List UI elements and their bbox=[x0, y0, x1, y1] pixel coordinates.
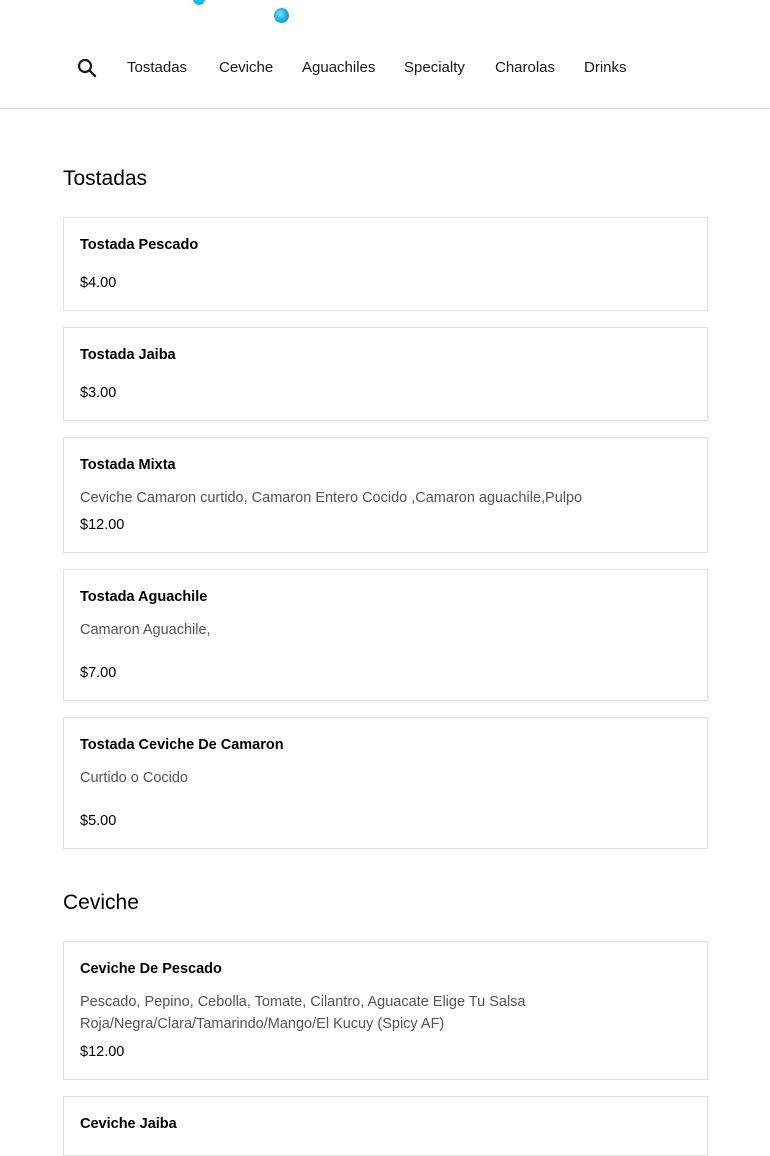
restaurant-logo[interactable] bbox=[0, 0, 770, 40]
menu-item-name: Tostada Mixta bbox=[80, 457, 176, 473]
logo-dot bbox=[193, 0, 205, 5]
menu-item-price: $12.00 bbox=[80, 1044, 125, 1060]
menu-item-description: Camaron Aguachile, bbox=[80, 622, 211, 638]
menu-item-card[interactable] bbox=[63, 217, 708, 311]
nav-link-charolas[interactable]: Charolas bbox=[495, 59, 556, 76]
menu-item-price: $4.00 bbox=[80, 275, 117, 291]
menu-item-card[interactable] bbox=[63, 569, 708, 701]
nav-link-ceviche[interactable]: Ceviche bbox=[219, 59, 274, 76]
menu-item-description: Ceviche Camaron curtido, Camaron Entero Cocido ,Camaron aguachile,Pulpo bbox=[80, 490, 583, 506]
nav-link-drinks[interactable]: Drinks bbox=[584, 59, 627, 76]
search-icon[interactable] bbox=[77, 58, 97, 78]
menu-item-name: Tostada Aguachile bbox=[80, 589, 208, 605]
menu-item-card[interactable] bbox=[63, 327, 708, 421]
menu-item-description: Curtido o Cocido bbox=[80, 770, 188, 786]
section-title-tostadas: Tostadas bbox=[63, 167, 148, 190]
menu-item-name: Tostada Ceviche De Camaron bbox=[80, 737, 284, 753]
menu-item-name: Ceviche Jaiba bbox=[80, 1116, 177, 1132]
header-divider bbox=[0, 108, 770, 109]
menu-item-price: $5.00 bbox=[80, 813, 117, 829]
menu-item-card[interactable] bbox=[63, 437, 708, 553]
section-title-ceviche: Ceviche bbox=[63, 891, 139, 914]
nav-link-aguachiles[interactable]: Aguachiles bbox=[302, 59, 376, 76]
logo-dot bbox=[274, 8, 289, 23]
category-nav bbox=[0, 48, 770, 88]
menu-item-name: Tostada Jaiba bbox=[80, 347, 176, 363]
menu-item-card[interactable] bbox=[63, 1096, 708, 1156]
menu-item-price: $3.00 bbox=[80, 385, 117, 401]
menu-item-card[interactable] bbox=[63, 941, 708, 1080]
menu-item-price: $7.00 bbox=[80, 665, 117, 681]
menu-item-price: $12.00 bbox=[80, 517, 125, 533]
nav-link-tostadas[interactable]: Tostadas bbox=[127, 59, 188, 76]
menu-item-name: Tostada Pescado bbox=[80, 237, 199, 253]
menu-item-card[interactable] bbox=[63, 717, 708, 849]
menu-item-description: Pescado, Pepino, Cebolla, Tomate, Cilantro, Aguacate Elige Tu Salsa Roja/Negra/Clara/Tamarindo/Mango/El Kucuy (Spicy AF) bbox=[80, 994, 526, 1032]
menu-item-name: Ceviche De Pescado bbox=[80, 961, 222, 977]
nav-link-specialty[interactable]: Specialty bbox=[404, 59, 465, 76]
